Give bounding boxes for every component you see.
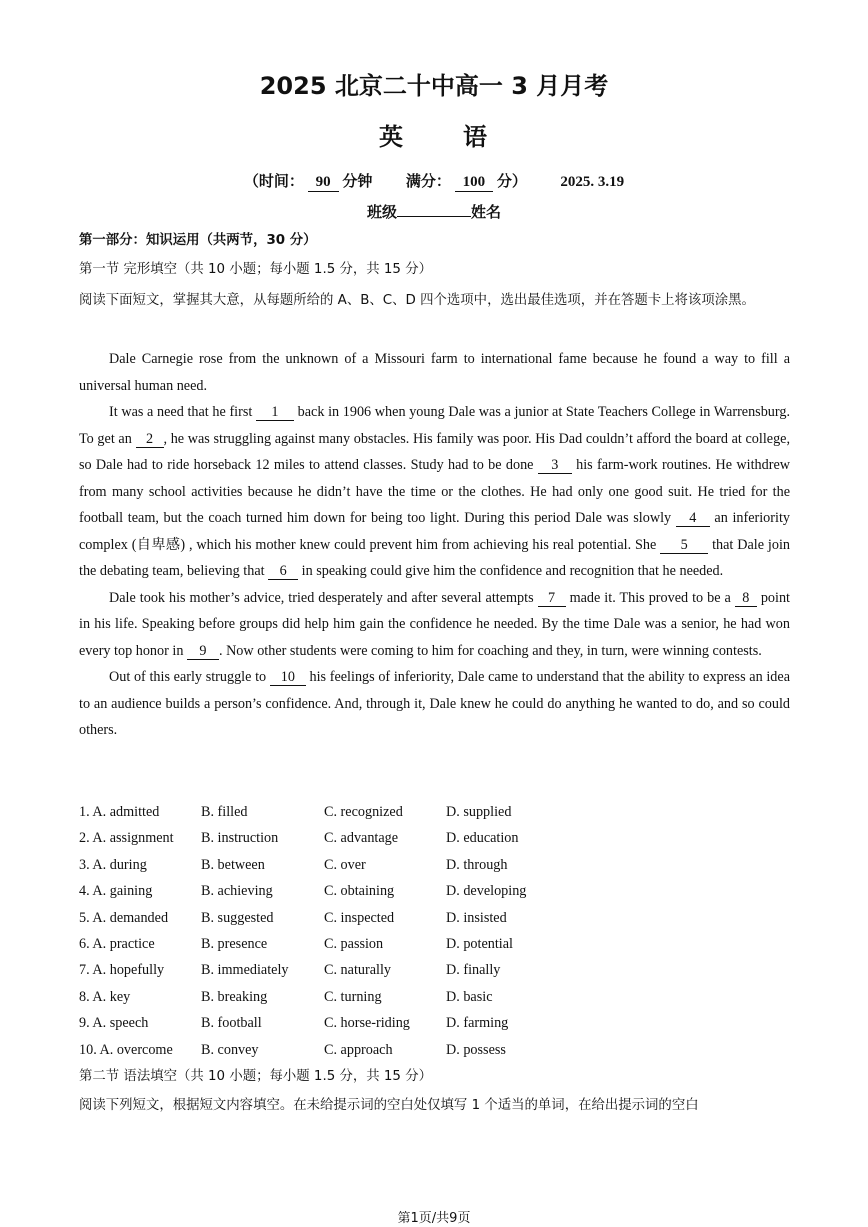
blank-8: 8 (735, 590, 757, 607)
score-label: 满分： (405, 174, 451, 190)
exam-date: 2025. 3.19 (560, 174, 625, 190)
passage-paragraph-4: Out of this early struggle to 10 his feelings of inferiority, Dale came to understand that the ability to express an idea to an audience builds a person’s confidence. And, through it, Dale knew he could do anything he wanted to do, and so could others. (79, 669, 790, 738)
section1-heading: 第一节 完形填空（共 10 小题；每小题 1.5 分，共 15 分） (79, 262, 432, 277)
name-label: 姓名 (471, 205, 502, 221)
blank-1: 1 (256, 404, 294, 421)
option-row-5: 5. A. demanded B. suggested C. inspected D. insisted (79, 909, 507, 926)
blank-5: 5 (660, 537, 708, 554)
blank-7: 7 (538, 590, 566, 607)
exam-meta (0, 170, 868, 192)
class-name-line (0, 201, 868, 222)
blank-9: 9 (187, 643, 219, 660)
class-blank (397, 202, 471, 217)
subject-title (0, 117, 868, 152)
blank-6: 6 (268, 563, 298, 580)
passage-paragraph-1: Dale Carnegie rose from the unknown of a Missouri farm to international fame because he found a way to fill a universal human need. (79, 351, 790, 394)
section1-instruction: 阅读下面短文，掌握其大意，从每题所给的 A、B、C、D 四个选项中，选出最佳选项，并在答题卡上将该项涂黑。 (79, 293, 755, 308)
time-value: 90 (308, 174, 339, 192)
time-label: （时间： (243, 174, 304, 190)
score-unit: 分） (496, 174, 527, 190)
class-label: 班级 (366, 205, 397, 221)
blank-3: 3 (538, 457, 572, 474)
page-number: 第1页/共9页 (397, 1211, 471, 1226)
blank-10: 10 (270, 669, 306, 686)
option-row-4: 4. A. gaining B. achieving C. obtaining D. developing (79, 883, 527, 900)
option-row-1: 1. A. admitted B. filled C. recognized D. supplied (79, 804, 512, 820)
option-row-10: 10. A. overcome B. convey C. approach D. possess (79, 1041, 506, 1058)
option-row-8: 8. A. key B. breaking C. turning D. basic (79, 988, 493, 1005)
option-row-2: 2. A. assignment B. instruction C. advantage D. education (79, 830, 519, 847)
option-row-3: 3. A. during B. between C. over D. through (79, 856, 508, 873)
passage-paragraph-3: Dale took his mother’s advice, tried desperately and after several attempts 7 made it. This proved to be a 8 point in his life. Speaking before groups did help him gain the confidence he needed. By the time Dale was a senior, he had won every top honor in 9 . Now other students were coming to him for coaching and they, in turn, were winning contests. (79, 589, 790, 659)
subject-char-2: 语 (463, 123, 489, 151)
options-list (79, 799, 790, 1063)
blank-4: 4 (676, 510, 710, 527)
option-row-7: 7. A. hopefully B. immediately C. naturally D. finally (79, 962, 501, 979)
option-row-6: 6. A. practice B. presence C. passion D. potential (79, 935, 513, 952)
part1-heading: 第一部分：知识运用（共两节，30 分） (79, 233, 317, 248)
blank-2: 2 (136, 431, 164, 448)
score-value: 100 (455, 174, 494, 192)
exam-title: 2025 北京二十中高一 3 月月考 (259, 72, 609, 100)
option-row-9: 9. A. speech B. football C. horse-riding D. farming (79, 1015, 509, 1032)
passage-paragraph-2: It was a need that he first 1 back in 1906 when young Dale was a junior at State Teachers College in Warrensburg. To get an 2 , he was struggling against many obstacles. His family was poor. His Dad couldn’t afford the board at college, so Dale had to ride horseback 12 miles to attend classes. Study had to be done 3 his farm-work routines. He withdrew from many school activities because he didn’t have the time or the clothes. He had only one good suit. He tried for the football team, but the coach turned him down for being too light. During this period Dale was slowly 4 an inferiority complex (自卑感) , which his mother knew could prevent him from achieving his real potential. She 5 that Dale join the debating team, believing that 6 in speaking could give him the confidence and recognition that he needed. (79, 404, 791, 579)
time-unit: 分钟 (342, 174, 373, 190)
subject-char-1: 英 (379, 123, 405, 151)
section2-heading: 第二节 语法填空（共 10 小题；每小题 1.5 分，共 15 分） (79, 1069, 432, 1084)
section2-instruction: 阅读下列短文，根据短文内容填空。在未给提示词的空白处仅填写 1 个适当的单词，在给出提示词的空白 (79, 1098, 699, 1113)
cloze-passage (79, 346, 790, 744)
